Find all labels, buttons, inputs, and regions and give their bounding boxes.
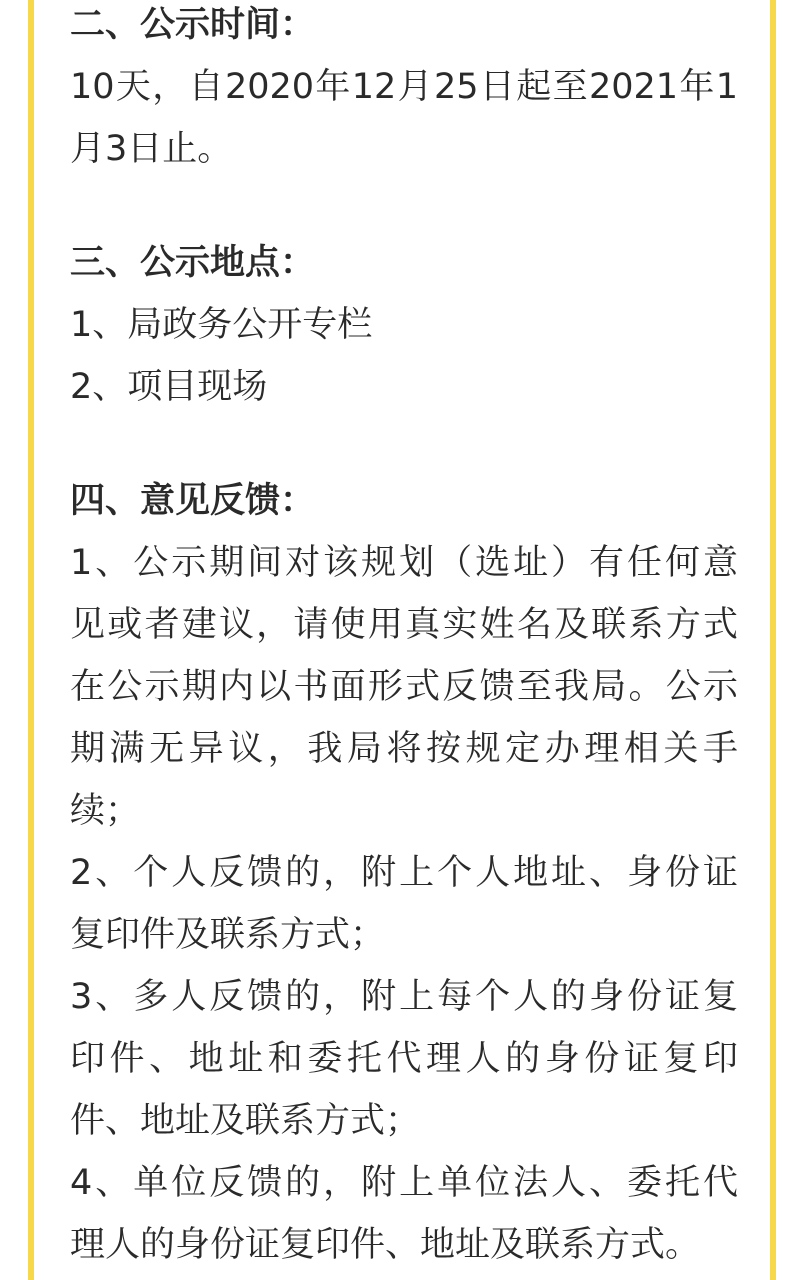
right-yellow-border [770, 0, 776, 1280]
feedback-item-2-line-1: 2、个人反馈的，附上个人地址、身份证 [70, 853, 738, 893]
feedback-item-1-line-4: 期满无异议，我局将按规定办理相关手 [70, 729, 738, 769]
time-line-2: 月3日止。 [70, 129, 233, 169]
feedback-item-3-line-2: 印件、地址和委托代理人的身份证复印 [70, 1039, 738, 1079]
feedback-item-1-line-3: 在公示期内以书面形式反馈至我局。公示 [70, 667, 738, 707]
feedback-item-1-line-2: 见或者建议，请使用真实姓名及联系方式 [70, 605, 738, 645]
feedback-item-4-line-1: 4、单位反馈的，附上单位法人、委托代 [70, 1163, 738, 1203]
feedback-item-4-line-2: 理人的身份证复印件、地址及联系方式。 [70, 1225, 701, 1265]
location-item-1: 1、局政务公开专栏 [70, 305, 373, 345]
feedback-item-1-line-1: 1、公示期间对该规划（选址）有任何意 [70, 543, 738, 583]
time-line-1: 10天，自2020年12月25日起至2021年1 [70, 67, 738, 107]
section-heading-location: 三、公示地点： [70, 243, 316, 283]
location-item-2: 2、项目现场 [70, 367, 268, 407]
notice-content [70, 0, 738, 1276]
section-heading-feedback: 四、意见反馈： [70, 481, 316, 521]
left-yellow-border [28, 0, 34, 1280]
section-gap [70, 180, 738, 232]
feedback-item-1-line-5: 续； [70, 791, 141, 831]
feedback-item-3-line-1: 3、多人反馈的，附上每个人的身份证复 [70, 977, 738, 1017]
feedback-item-3-line-3: 件、地址及联系方式； [70, 1101, 421, 1141]
section-gap [70, 418, 738, 470]
feedback-item-2-line-2: 复印件及联系方式； [70, 915, 386, 955]
section-heading-time: 二、公示时间： [70, 5, 316, 45]
